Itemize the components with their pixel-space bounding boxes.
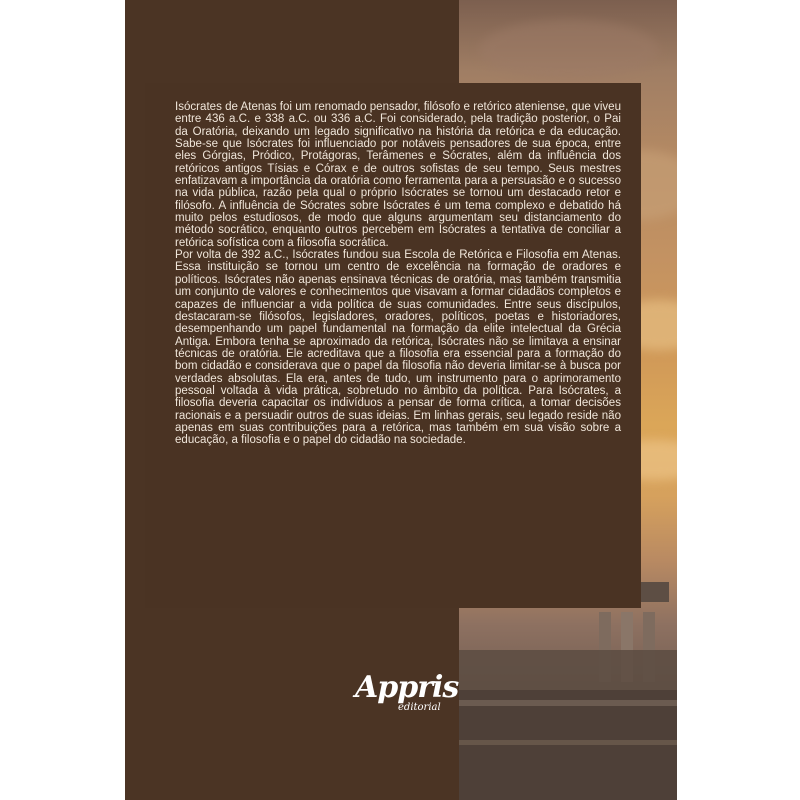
- distant-hills: [459, 650, 677, 690]
- synopsis-panel: [145, 83, 641, 608]
- cloud-shape: [479, 20, 659, 80]
- ruins-foreground: [459, 690, 677, 800]
- publisher-name: Appris: [355, 670, 459, 705]
- synopsis-text: [175, 101, 621, 447]
- appris-editorial-logo: [355, 670, 459, 721]
- ruins-ledge: [459, 700, 677, 706]
- ruins-ledge: [459, 740, 677, 745]
- synopsis-paragraph-2: Por volta de 392 a.C., Isócrates fundou sua Escola de Retórica e Filosofia em Atenas. Essa instituição se tornou um centro de excelência na formação de oradores e políticos. Isócrates não apenas ensinava técnicas de oratória, mas também transmitia um conjunto de valores e conhecimentos que visavam a formar cidadãos completos e capazes de influenciar a vida política de suas comunidades. Entre seus discípulos, destacaram-se filósofos, legisladores, oradores, políticos, poetas e historiadores, desempenhando um papel fundamental na formação da elite intelectual da Grécia Antiga. Embora tenha se aproximado da retórica, Isócrates não se limitava a ensinar técnicas de oratória. Ele acreditava que a filosofia era essencial para a formação do bom cidadão e considerava que o papel da filosofia não deveria limitar-se à busca por verdades absolutas. Ela era, antes de tudo, um instrumento para o aprimoramento pessoal voltada à vida prática, sobretudo no âmbito da política. Para Isócrates, a filosofia deveria capacitar os indivíduos a pensar de forma crítica, a tomar decisões racionais e a persuadir outros de suas ideias. Em linhas gerais, seu legado reside não apenas em suas contribuições para a retórica, mas também em sua visão sobre a educação, a filosofia e o papel do cidadão na sociedade.: [175, 249, 621, 447]
- synopsis-paragraph-1: Isócrates de Atenas foi um renomado pensador, filósofo e retórico ateniense, que viveu entre 436 a.C. e 338 a.C. ou 336 a.C. Foi considerado, pela tradição posterior, o Pai da Oratória, deixando um legado significativo na história da retórica e da educação. Sabe-se que Isócrates foi influenciado por notáveis pensadores de sua época, entre eles Górgias, Pródico, Protágoras, Terâmenes e Sócrates, além da influência dos retóricos antigos Tísias e Córax e de outros sofistas de seu tempo. Seus mestres enfatizavam a importância da oratória como ferramenta para a persuasão e o sucesso na vida pública, razão pela qual o próprio Isócrates se tornou um destacado retor e filósofo. A influência de Sócrates sobre Isócrates é um tema complexo e debatido há muito pelos estudiosos, de modo que alguns argumentam seu distanciamento do método socrático, enquanto outros percebem em Isócrates a tentativa de conciliar a retórica sofística com a filosofia socrática.: [175, 101, 621, 249]
- book-back-cover: [125, 0, 677, 800]
- publisher-subtitle: editorial: [398, 702, 441, 713]
